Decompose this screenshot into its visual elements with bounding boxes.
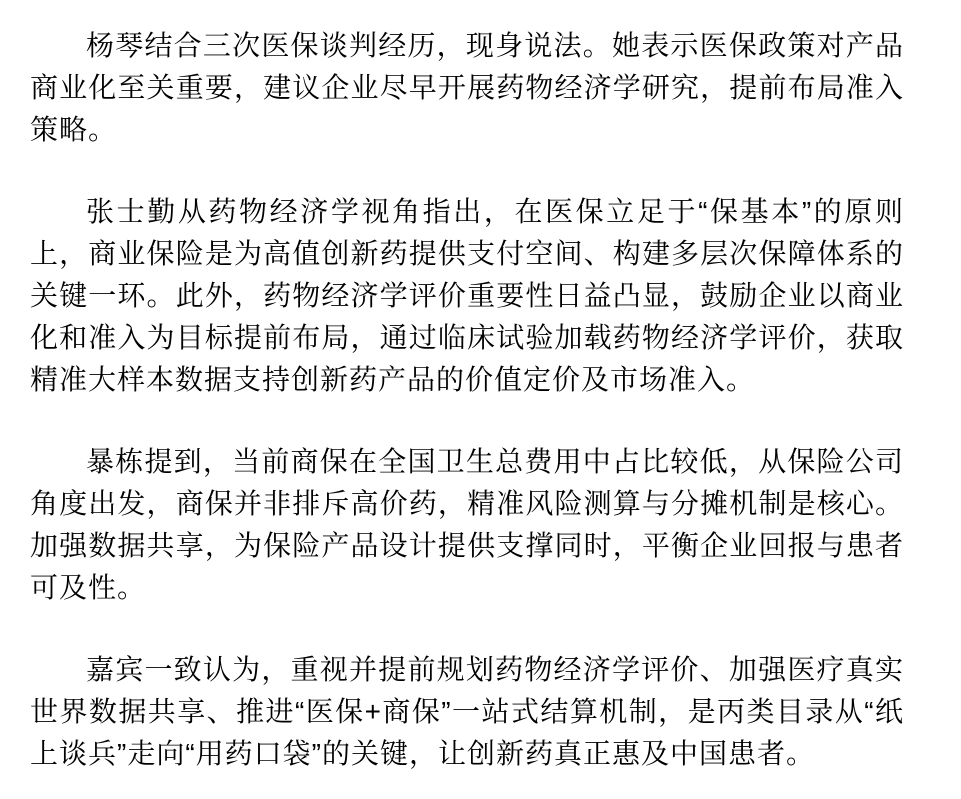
paragraph-baodong: 暴栋提到，当前商保在全国卫生总费用中占比较低，从保险公司角度出发，商保并非排斥高价药，精准风险测算与分摊机制是核心。加强数据共享，为保险产品设计提供支撑同时，平衡企业回报与患者可及性。 (30, 446, 904, 603)
paragraph-conclusion: 嘉宾一致认为，重视并提前规划药物经济学评价、加强医疗真实世界数据共享、推进“医保+商保”一站式结算机制，是丙类目录从“纸上谈兵”走向“用药口袋”的关键，让创新药真正惠及中国患者。 (30, 654, 904, 769)
paragraph-zhangshiqin: 张士勤从药物经济学视角指出，在医保立足于“保基本”的原则上，商业保险是为高值创新药提供支付空间、构建多层次保障体系的关键一环。此外，药物经济学评价重要性日益凸显，鼓励企业以商业化和准入为目标提前布局，通过临床试验加载药物经济学评价，获取精准大样本数据支持创新药产品的价值定价及市场准入。 (30, 196, 904, 395)
paragraph-yangqin: 杨琴结合三次医保谈判经历，现身说法。她表示医保政策对产品商业化至关重要，建议企业尽早开展药物经济学研究，提前布局准入策略。 (30, 30, 904, 145)
